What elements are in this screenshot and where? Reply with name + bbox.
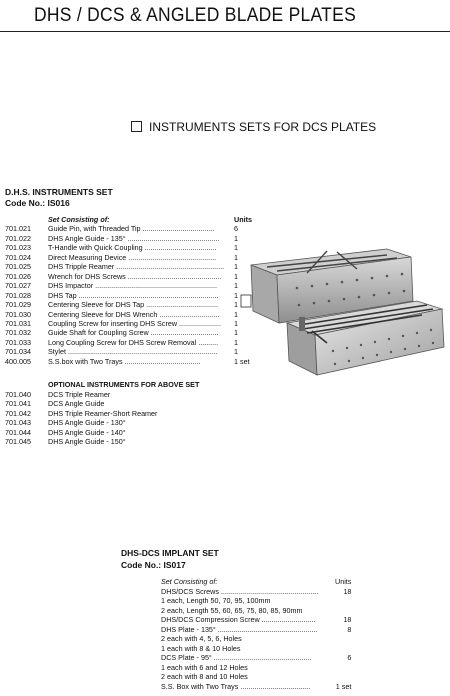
item-code: 701.043 — [5, 418, 31, 428]
item-units: 1 — [234, 252, 238, 262]
item-code: 701.028 — [5, 290, 31, 300]
set1-code: Code No.: IS016 — [5, 198, 70, 208]
title-underline — [0, 31, 450, 32]
set1-item-row — [5, 300, 252, 309]
item-description: 2 each with 4, 5, 6, Holes — [161, 634, 242, 643]
item-description: DHS/DCS Compression Screw ........................... — [161, 615, 316, 624]
set2-item-row — [161, 634, 351, 644]
item-code: 701.025 — [5, 262, 31, 272]
item-description: DHS Plate - 135° .................................................. — [161, 624, 318, 634]
page-title: DHS / DCS & ANGLED BLADE PLATES — [34, 5, 357, 26]
set2-header-units: Units — [335, 577, 352, 586]
item-description: T-Handle with Quick Coupling .................................... — [48, 243, 217, 253]
item-description: 1 each with 6 and 12 Holes — [161, 662, 248, 672]
set2-item-row — [161, 596, 351, 606]
set1-item-row — [5, 338, 252, 347]
item-description: DHS Angle Guide - 150° — [48, 437, 126, 447]
item-code: 701.033 — [5, 337, 31, 347]
item-units: 1 — [234, 290, 238, 300]
set2-item-row — [161, 644, 351, 654]
set2-item-row — [161, 682, 351, 692]
instrument-set-photo — [237, 243, 446, 380]
set1-list-header — [5, 215, 252, 224]
optional-item-row — [5, 428, 157, 437]
set2-item-row — [161, 587, 351, 597]
set2-item-row — [161, 625, 351, 635]
item-description: Guide Pin, with Threaded Tip .................................... — [48, 224, 215, 234]
item-description: DHS Tripple Reamer ...................................................... — [48, 262, 225, 272]
item-units: 18 — [343, 586, 352, 596]
set1-item-row — [5, 253, 252, 262]
item-code: 701.021 — [5, 224, 31, 234]
set2-item-row — [161, 672, 351, 682]
item-description: 2 each, Length 55, 60, 65, 75, 80, 85, 90mm — [161, 605, 303, 615]
set1-item-row — [5, 234, 252, 243]
set2-title: DHS-DCS IMPLANT SET — [121, 548, 219, 558]
item-code: 701.030 — [5, 309, 31, 319]
item-description: Centering Sleeve for DHS Tap .................................... — [48, 300, 219, 310]
item-units: 6 — [234, 224, 238, 234]
item-description: Guide Shaft for Coupling Screw .................................. — [48, 328, 219, 338]
item-code: 701.044 — [5, 427, 31, 437]
item-units: 1 — [234, 309, 238, 319]
set1-item-row — [5, 319, 252, 328]
item-units: 1 — [234, 347, 238, 357]
set2-item-row — [161, 606, 351, 616]
set2-code: Code No.: IS017 — [121, 560, 186, 570]
checkbox-icon — [131, 121, 142, 132]
set1-item-row — [5, 291, 252, 300]
item-description: 1 each, Length 50, 70, 95, 100mm — [161, 596, 271, 605]
item-description: Direct Measuring Device ............................................ — [48, 252, 217, 262]
item-code: 400.005 — [5, 356, 31, 366]
item-units: 1 — [234, 328, 238, 338]
item-units: 1 — [234, 318, 238, 328]
item-description: DHS Angle Guide - 130° — [48, 418, 126, 428]
item-code: 701.031 — [5, 318, 31, 328]
item-units: 18 — [343, 615, 352, 624]
item-description: S.S. Box with Two Trays ................................... — [161, 681, 311, 691]
set2-list-header — [161, 577, 351, 587]
item-units: 8 — [347, 624, 352, 634]
item-description: Coupling Screw for inserting DHS Screw ..................... — [48, 318, 221, 328]
item-description: S.S.box with Two Trays ...................................... — [48, 356, 201, 366]
optional-item-row — [5, 409, 157, 418]
set1-item-row — [5, 310, 252, 319]
item-code: 701.024 — [5, 252, 31, 262]
item-code: 701.042 — [5, 408, 31, 418]
set1-title: D.H.S. INSTRUMENTS SET — [5, 187, 113, 197]
set1-header-units: Units — [234, 215, 252, 224]
item-description: DCS Triple Reamer — [48, 390, 111, 399]
item-units: 6 — [347, 653, 352, 662]
item-description: DHS Angle Guide - 140° — [48, 427, 126, 437]
item-units: 1 — [234, 262, 238, 272]
item-code: 701.040 — [5, 390, 31, 399]
set1-item-row — [5, 347, 252, 356]
set1-item-row — [5, 281, 252, 290]
item-units — [335, 606, 351, 616]
item-description: 1 each with 8 & 10 Holes — [161, 643, 241, 653]
set1-item-row — [5, 272, 252, 281]
item-description: DHS/DCS Screws ................................................. — [161, 586, 319, 596]
item-units: 1 — [234, 300, 238, 310]
item-code: 701.026 — [5, 271, 31, 281]
item-description: DHS Tap ...................................................................... — [48, 290, 219, 300]
set2-item-list — [161, 577, 351, 691]
item-description: DCS Plate - 95° ................................................. — [161, 653, 312, 662]
item-code: 701.034 — [5, 347, 31, 357]
item-code: 701.027 — [5, 281, 31, 291]
item-units: 1 — [234, 337, 238, 347]
item-units: 1 set — [234, 356, 250, 366]
item-description: Wrench for DHS Screws ............................................... — [48, 271, 222, 281]
item-code: 701.022 — [5, 233, 31, 243]
set1-item-row — [5, 328, 252, 337]
item-description: DHS Angle Guide - 135° .............................................. — [48, 233, 220, 243]
optional-item-row — [5, 399, 157, 408]
item-units — [335, 663, 351, 673]
set2-header-label: Set Consisting of: — [161, 577, 218, 586]
item-code: 701.029 — [5, 300, 31, 310]
item-units — [335, 634, 351, 644]
set1-item-row — [5, 243, 252, 252]
item-units — [335, 644, 351, 654]
set1-item-row — [5, 357, 252, 366]
item-description: 2 each with 8 and 10 Holes — [161, 672, 248, 681]
item-description: DCS Angle Guide — [48, 399, 105, 409]
item-description: DHS Impactor ............................................................. — [48, 281, 217, 291]
item-code: 701.032 — [5, 328, 31, 338]
item-units: 1 — [234, 271, 238, 281]
item-units: 1 — [234, 233, 238, 243]
optional-instruments-heading: OPTIONAL INSTRUMENTS FOR ABOVE SET — [48, 380, 200, 389]
item-code: 701.045 — [5, 437, 31, 447]
section-heading-text: INSTRUMENTS SETS FOR DCS PLATES — [149, 120, 377, 134]
item-units: 1 — [234, 243, 238, 253]
optional-item-list — [5, 390, 157, 447]
set2-item-row — [161, 663, 351, 673]
item-units: 1 set — [335, 681, 352, 691]
item-description: DHS Triple Reamer-Short Reamer — [48, 408, 158, 418]
item-units — [335, 672, 351, 682]
optional-item-row — [5, 418, 157, 427]
section-heading — [131, 120, 376, 134]
set1-header-label: Set Consisting of: — [48, 215, 110, 224]
set2-item-row — [161, 653, 351, 663]
set2-item-row — [161, 615, 351, 625]
set1-item-row — [5, 224, 252, 233]
item-description: Stylet ........................................................................... — [48, 347, 218, 357]
item-code: 701.041 — [5, 399, 31, 409]
item-units — [335, 596, 351, 606]
item-description: Centering Sleeve for DHS Wrench .............................. — [48, 309, 220, 319]
item-units: 1 — [234, 281, 238, 291]
optional-item-row — [5, 437, 157, 446]
item-description: Long Coupling Screw for DHS Screw Removal .......... — [48, 337, 219, 347]
set1-item-row — [5, 262, 252, 271]
set1-item-list — [5, 215, 252, 366]
optional-item-row — [5, 390, 157, 399]
item-code: 701.023 — [5, 243, 31, 253]
